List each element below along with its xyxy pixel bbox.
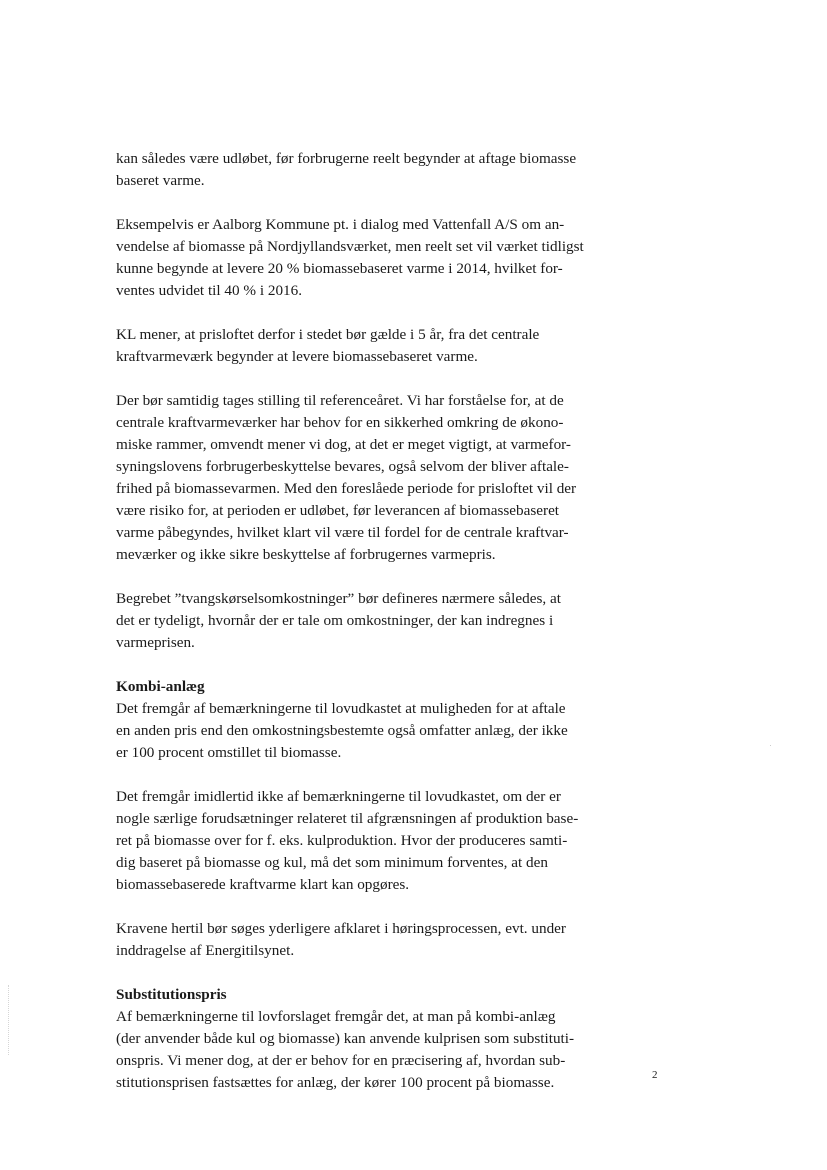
text-line: ventes udvidet til 40 % i 2016. (116, 282, 303, 299)
text-line: kunne begynde at levere 20 % biomassebaseret varme i 2014, hvilket for- (116, 260, 563, 277)
text-line: centrale kraftvarmeværker har behov for en sikkerhed omkring de økono- (116, 414, 564, 431)
text-line: Det fremgår af bemærkningerne til lovudkastet at muligheden for at aftale (116, 700, 566, 717)
text-line: varme påbegyndes, hvilket klart vil være til fordel for de centrale kraftvar- (116, 524, 569, 541)
text-line: miske rammer, omvendt mener vi dog, at det er meget vigtigt, at varmefor- (116, 436, 571, 453)
paragraph (116, 148, 616, 192)
text-line: KL mener, at prisloftet derfor i stedet bør gælde i 5 år, fra det centrale (116, 326, 540, 343)
paragraph (116, 1006, 616, 1094)
text-line: nogle særlige forudsætninger relateret til afgrænsningen af produktion base- (116, 810, 579, 827)
text-line: er 100 procent omstillet til biomasse. (116, 744, 342, 761)
text-line: det er tydeligt, hvornår der er tale om omkostninger, der kan indregnes i (116, 612, 554, 629)
text-line: dig baseret på biomasse og kul, må det som minimum forventes, at den (116, 854, 548, 871)
paragraph (116, 324, 616, 368)
text-line: meværker og ikke sikre beskyttelse af forbrugernes varmepris. (116, 546, 496, 563)
page-number: 2 (652, 1069, 658, 1081)
text-line: frihed på biomassevarmen. Med den foreslåede periode for prisloftet vil der (116, 480, 577, 497)
text-line: varmeprisen. (116, 634, 195, 651)
scan-speck (770, 745, 771, 746)
paragraph (116, 214, 616, 302)
text-line: en anden pris end den omkostningsbestemte også omfatter anlæg, der ikke (116, 722, 568, 739)
text-line: syningslovens forbrugerbeskyttelse bevares, også selvom der bliver aftale- (116, 458, 569, 475)
paragraph (116, 390, 616, 566)
page-body (116, 148, 616, 1094)
scan-margin-dots (8, 985, 10, 1055)
text-line: kraftvarmeværk begynder at levere biomassebaseret varme. (116, 348, 478, 365)
section-heading-kombi-anlaeg: Kombi-anlæg (116, 678, 205, 695)
text-line: Af bemærkningerne til lovforslaget fremgår det, at man på kombi-anlæg (116, 1008, 556, 1025)
text-line: stitutionsprisen fastsættes for anlæg, der kører 100 procent på biomasse. (116, 1074, 555, 1091)
paragraph (116, 918, 616, 962)
text-line: Der bør samtidig tages stilling til referenceåret. Vi har forståelse for, at de (116, 392, 564, 409)
text-line: kan således være udløbet, før forbrugerne reelt begynder at aftage biomasse (116, 150, 577, 167)
text-line: inddragelse af Energitilsynet. (116, 942, 295, 959)
text-line: Det fremgår imidlertid ikke af bemærkningerne til lovudkastet, om der er (116, 788, 561, 805)
text-line: vendelse af biomasse på Nordjyllandsværket, men reelt set vil værket tidligst (116, 238, 584, 255)
section-heading-substitutionspris: Substitutionspris (116, 986, 227, 1003)
paragraph (116, 786, 616, 896)
paragraph (116, 698, 616, 764)
text-line: biomassebaserede kraftvarme klart kan opgøres. (116, 876, 410, 893)
text-line: ret på biomasse over for f. eks. kulproduktion. Hvor der produceres samti- (116, 832, 568, 849)
text-line: onspris. Vi mener dog, at der er behov for en præcisering af, hvordan sub- (116, 1052, 566, 1069)
text-line: (der anvender både kul og biomasse) kan anvende kulprisen som substituti- (116, 1030, 575, 1047)
text-line: baseret varme. (116, 172, 205, 189)
text-line: Begrebet ”tvangskørselsomkostninger” bør defineres nærmere således, at (116, 590, 561, 607)
paragraph (116, 588, 616, 654)
text-line: Kravene hertil bør søges yderligere afklaret i høringsprocessen, evt. under (116, 920, 566, 937)
text-line: være risiko for, at perioden er udløbet, før leverancen af biomassebaseret (116, 502, 560, 519)
text-line: Eksempelvis er Aalborg Kommune pt. i dialog med Vattenfall A/S om an- (116, 216, 565, 233)
